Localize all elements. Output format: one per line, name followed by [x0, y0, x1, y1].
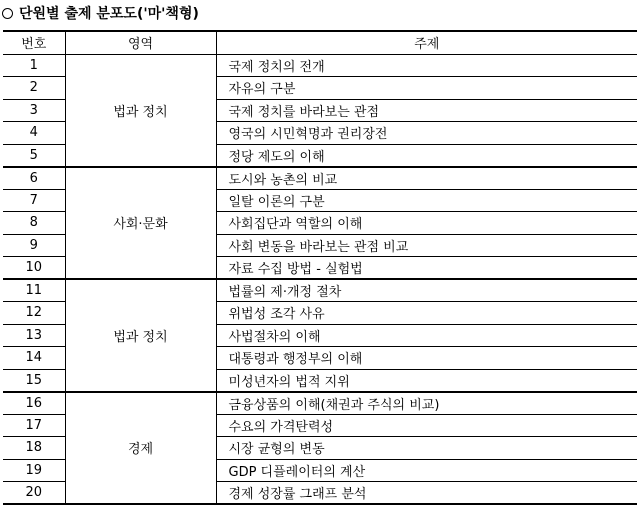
- area-cell: 법과 정치: [65, 54, 216, 167]
- table-body: [3, 54, 637, 504]
- topic-cell: 사회집단과 역할의 이해: [216, 212, 637, 235]
- table-row: [3, 167, 637, 190]
- header-area: 영역: [65, 31, 216, 54]
- topic-cell: 사법절차의 이해: [216, 324, 637, 347]
- row-number: 20: [3, 482, 65, 505]
- row-number: 13: [3, 324, 65, 347]
- topic-cell: 법률의 제·개정 절차: [216, 279, 637, 302]
- topic-cell: 영국의 시민혁명과 권리장전: [216, 122, 637, 145]
- topic-cell: GDP 디플레이터의 계산: [216, 459, 637, 482]
- topic-cell: 미성년자의 법적 지위: [216, 369, 637, 392]
- row-number: 10: [3, 257, 65, 280]
- topic-cell: 정당 제도의 이해: [216, 144, 637, 167]
- row-number: 15: [3, 369, 65, 392]
- table-row: [3, 279, 637, 302]
- topic-cell: 국제 정치의 전개: [216, 54, 637, 77]
- topic-cell: 위법성 조각 사유: [216, 302, 637, 325]
- row-number: 6: [3, 167, 65, 190]
- table-row: [3, 54, 637, 77]
- row-number: 9: [3, 234, 65, 257]
- row-number: 16: [3, 392, 65, 415]
- table-header-row: [3, 31, 637, 54]
- row-number: 1: [3, 54, 65, 77]
- topic-cell: 경제 성장률 그래프 분석: [216, 482, 637, 505]
- topic-cell: 자유의 구분: [216, 77, 637, 100]
- topic-cell: 국제 정치를 바라보는 관점: [216, 99, 637, 122]
- row-number: 14: [3, 347, 65, 370]
- circle-bullet-icon: [2, 8, 13, 19]
- header-topic: 주제: [216, 31, 637, 54]
- area-cell: 사회·문화: [65, 167, 216, 280]
- topic-cell: 자료 수집 방법 - 실험법: [216, 257, 637, 280]
- area-cell: 법과 정치: [65, 279, 216, 392]
- area-cell: 경제: [65, 392, 216, 505]
- topic-cell: 사회 변동을 바라보는 관점 비교: [216, 234, 637, 257]
- topic-cell: 일탈 이론의 구분: [216, 189, 637, 212]
- table-row: [3, 392, 637, 415]
- row-number: 19: [3, 459, 65, 482]
- row-number: 12: [3, 302, 65, 325]
- topic-cell: 금융상품의 이해(채권과 주식의 비교): [216, 392, 637, 415]
- row-number: 3: [3, 99, 65, 122]
- topic-cell: 도시와 농촌의 비교: [216, 167, 637, 190]
- row-number: 17: [3, 414, 65, 437]
- distribution-table: [3, 30, 637, 505]
- row-number: 8: [3, 212, 65, 235]
- topic-cell: 대통령과 행정부의 이해: [216, 347, 637, 370]
- header-number: 번호: [3, 31, 65, 54]
- row-number: 18: [3, 437, 65, 460]
- topic-cell: 시장 균형의 변동: [216, 437, 637, 460]
- section-title-text: 단원별 출제 분포도('마'책형): [19, 6, 199, 22]
- row-number: 7: [3, 189, 65, 212]
- row-number: 2: [3, 77, 65, 100]
- section-title: [2, 2, 199, 24]
- row-number: 5: [3, 144, 65, 167]
- row-number: 4: [3, 122, 65, 145]
- row-number: 11: [3, 279, 65, 302]
- topic-cell: 수요의 가격탄력성: [216, 414, 637, 437]
